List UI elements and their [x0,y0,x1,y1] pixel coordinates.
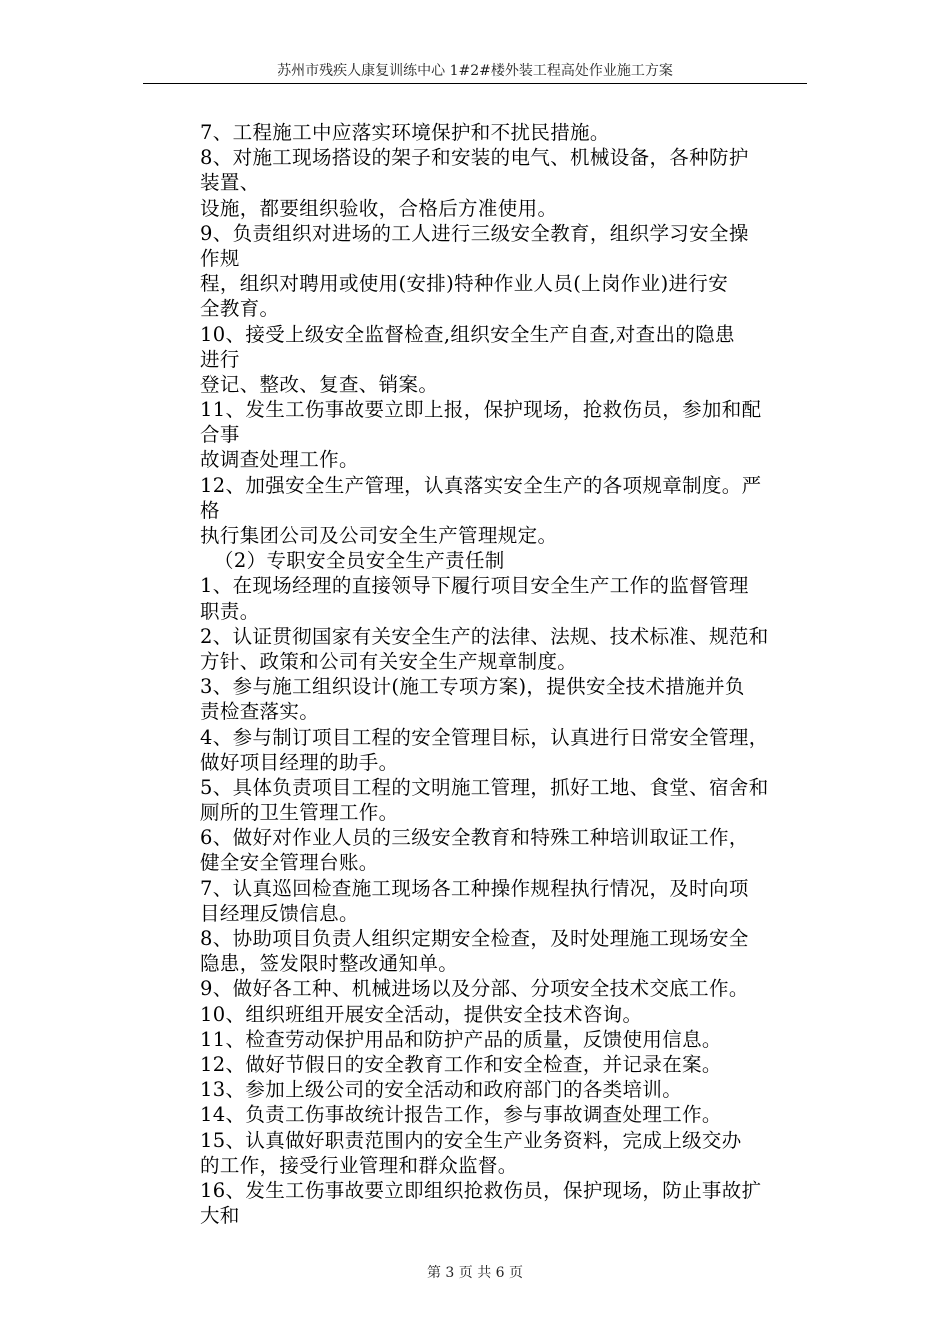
text-line: 15、认真做好职责范围内的安全生产业务资料，完成上级交办 [200,1128,742,1152]
text-line: 7、认真巡回检查施工现场各工种操作规程执行情况，及时向项 [200,876,749,900]
text-line: 登记、整改、复查、销案。 [200,372,439,396]
text-line: 设施，都要组织验收，合格后方准使用。 [200,196,558,220]
text-line: 做好项目经理的助手。 [200,750,399,774]
text-line: 1、在现场经理的直接领导下履行项目安全生产工作的监督管理 [200,574,749,598]
text-line: 16、发生工伤事故要立即组织抢救伤员，保护现场，防止事故扩 [200,1178,762,1202]
text-line: 14、负责工伤事故统计报告工作，参与事故调查处理工作。 [200,1103,722,1127]
text-line: 责检查落实。 [200,700,320,724]
text-line: 的工作，接受行业管理和群众监督。 [200,1153,518,1177]
text-line: 11、发生工伤事故要立即上报，保护现场，抢救伤员，参加和配 [200,398,762,422]
text-line: 9、做好各工种、机械进场以及分部、分项安全技术交底工作。 [200,977,749,1001]
section-heading: （2）专职安全员安全生产责任制 [214,549,505,573]
text-line: 2、认证贯彻国家有关安全生产的法律、法规、技术标准、规范和 [200,624,769,648]
text-line: 11、检查劳动保护用品和防护产品的质量，反馈使用信息。 [200,1027,722,1051]
text-line: 大和 [200,1204,240,1228]
text-line: 全教育。 [200,297,280,321]
text-line: 5、具体负责项目工程的文明施工管理，抓好工地、食堂、宿舍和 [200,775,769,799]
page-header: 苏州市残疾人康复训练中心 1#2#楼外装工程高处作业施工方案 [277,63,673,79]
text-line: 故调查处理工作。 [200,448,359,472]
text-line: 10、接受上级安全监督检查,组织安全生产自查,对查出的隐患 [200,322,735,346]
text-line: 6、做好对作业人员的三级安全教育和特殊工种培训取证工作， [200,826,749,850]
text-line: 健全安全管理台账。 [200,851,379,875]
text-line: 8、协助项目负责人组织定期安全检查，及时处理施工现场安全 [200,927,749,950]
text-line: 12、加强安全生产管理，认真落实安全生产的各项规章制度。严 [200,473,762,497]
text-line: 格 [200,498,220,522]
text-line: 装置、 [200,171,260,195]
text-line: 10、组织班组开展安全活动，提供安全技术咨询。 [200,1002,643,1026]
text-line: 合事 [200,423,240,447]
text-line: 12、做好节假日的安全教育工作和安全检查，并记录在案。 [200,1052,722,1076]
text-line: 目经理反馈信息。 [200,901,359,925]
text-line: 执行集团公司及公司安全生产管理规定。 [200,524,558,547]
text-line: 隐患，签发限时整改通知单。 [200,952,459,976]
text-line: 9、负责组织对进场的工人进行三级安全教育，组织学习安全操 [200,221,749,245]
text-line: 8、对施工现场搭设的架子和安装的电气、机械设备，各种防护 [200,146,749,170]
header-divider [143,83,807,84]
text-line: 厕所的卫生管理工作。 [200,801,399,825]
text-line: 程，组织对聘用或使用(安排)特种作业人员(上岗作业)进行安 [200,272,729,296]
text-line: 职责。 [200,599,260,623]
text-line: 13、参加上级公司的安全活动和政府部门的各类培训。 [200,1078,683,1102]
text-line: 进行 [200,347,240,371]
text-line: 作规 [200,246,240,270]
text-line: 3、参与施工组织设计(施工专项方案)，提供安全技术措施并负 [200,675,745,699]
text-line: 方针、政策和公司有关安全生产规章制度。 [200,649,578,673]
page-footer: 第 3 页 共 6 页 [426,1265,524,1281]
text-line: 4、参与制订项目工程的安全管理目标，认真进行日常安全管理， [200,725,769,749]
document-body [200,120,815,1228]
text-line: 7、工程施工中应落实环境保护和不扰民措施。 [200,121,610,144]
